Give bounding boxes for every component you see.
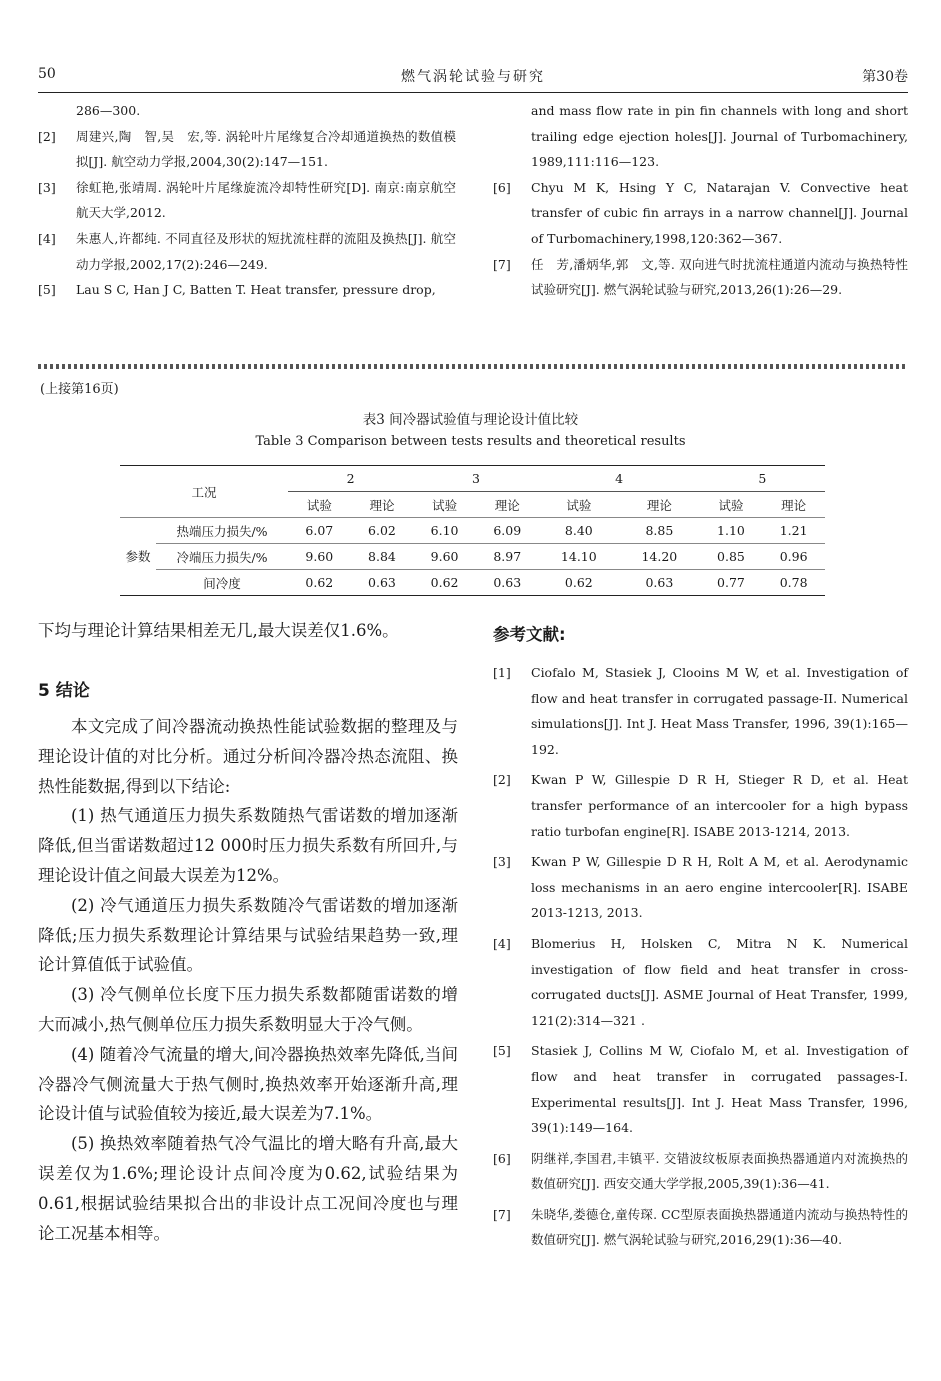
reference-number: [4] <box>38 230 56 246</box>
reference-item <box>38 277 456 303</box>
table-row <box>120 570 825 596</box>
body-paragraph: (3) 冷气侧单位长度下压力损失系数都随雷诺数的增大而减小,热气侧单位压力损失系数明显大于冷气侧。 <box>38 985 458 1034</box>
row-label: 间冷度 <box>156 570 288 596</box>
reference-text: Chyu M K, Hsing Y C, Natarajan V. Convective heat transfer of cubic fin arrays in a narrow channel[J]. Journal of Turbomachinery,1998,120:362—367. <box>531 179 908 246</box>
reference-number: [2] <box>493 772 511 788</box>
reference-text: Kwan P W, Gillespie D R H, Rolt A M, et al. Aerodynamic loss mechanisms in an aero engine intercooler[R]. ISABE 2013-1213, 2013. <box>531 854 908 921</box>
table-cell: 0.62 <box>413 570 476 596</box>
group-header: 2 <box>288 466 413 492</box>
condition-header: 工况 <box>120 466 288 518</box>
reference-item <box>493 1202 908 1253</box>
table-cell: 6.10 <box>413 518 476 544</box>
table-caption-en: Table 3 Comparison between tests results and theoretical results <box>255 434 686 449</box>
table-cell: 0.78 <box>762 570 825 596</box>
reference-text: 徐虹艳,张靖周. 涡轮叶片尾缘旋流冷却特性研究[D]. 南京:南京航空航天大学,2012. <box>76 179 456 221</box>
running-header <box>38 66 908 88</box>
references-list <box>493 660 908 1253</box>
reference-number: [7] <box>493 1206 511 1222</box>
top-references-left <box>38 98 456 303</box>
references-heading: 参考文献: <box>493 625 566 644</box>
reference-item <box>38 98 456 124</box>
body-paragraph: 下均与理论计算结果相差无几,最大误差仅1.6%。 <box>38 621 399 640</box>
table-caption-cn: 表3 间冷器试验值与理论设计值比较 <box>362 412 579 428</box>
body-paragraph: (5) 换热效率随着热气冷气温比的增大略有升高,最大误差仅为1.6%;理论设计点间冷度为0.62,试验结果为0.61,根据试验结果拟合出的非设计点工况间冷度也与理论工况基本相等。 <box>38 1134 458 1243</box>
reference-number: [5] <box>493 1043 511 1059</box>
table-cell: 9.60 <box>288 544 351 570</box>
reference-number: [3] <box>493 854 511 870</box>
reference-item <box>493 1146 908 1197</box>
reference-number: [1] <box>493 665 511 680</box>
subheader-theory: 理论 <box>619 492 700 518</box>
reference-item <box>493 175 908 252</box>
reference-text: Blomerius H, Holsken C, Mitra N K. Numerical investigation of flow field and heat transfer in cross-corrugated ducts[J]. ASME Journal of Heat Transfer, 1999, 121(2):314—321 . <box>531 935 908 1028</box>
table-cell: 0.63 <box>476 570 539 596</box>
body-paragraph: (2) 冷气通道压力损失系数随冷气雷诺数的增加逐渐降低;压力损失系数理论计算结果与试验结果趋势一致,理论计算值低于试验值。 <box>38 895 458 975</box>
reference-number: [3] <box>38 179 56 195</box>
param-side-label: 参数 <box>120 518 156 596</box>
reference-number: [6] <box>493 179 511 195</box>
table-cell: 8.40 <box>539 518 620 544</box>
table-header-row <box>120 466 825 492</box>
table-cell: 8.84 <box>351 544 414 570</box>
conclusion-body <box>38 712 458 1248</box>
volume-label: 第30卷 <box>862 69 908 85</box>
reference-item <box>38 175 456 226</box>
reference-number: [6] <box>493 1150 511 1166</box>
reference-text: 朱晓华,娄德仓,童传琛. CC型原表面换热器通道内流动与换热特性的数值研究[J]. 燃气涡轮试验与研究,2016,29(1):36—40. <box>531 1206 908 1248</box>
subheader-theory: 理论 <box>476 492 539 518</box>
journal-name: 燃气涡轮试验与研究 <box>401 69 545 85</box>
left-column-continuation <box>38 616 458 645</box>
section-divider <box>38 364 908 369</box>
reference-item <box>493 767 908 844</box>
table-cell: 0.85 <box>700 544 763 570</box>
group-header: 5 <box>700 466 825 492</box>
reference-text: 周建兴,陶 智,吴 宏,等. 涡轮叶片尾缘复合冷却通道换热的数值模拟[J]. 航空动力学报,2004,30(2):147—151. <box>76 128 456 170</box>
reference-item <box>38 124 456 175</box>
subheader-test: 试验 <box>700 492 763 518</box>
reference-item <box>38 226 456 277</box>
header-rule <box>38 92 908 93</box>
table-cell: 0.77 <box>700 570 763 596</box>
row-label: 冷端压力损失/% <box>156 544 288 570</box>
reference-text: Kwan P W, Gillespie D R H, Stieger R D, et al. Heat transfer performance of an intercooler for a high bypass ratio turbofan engine[R]. ISABE 2013-1214, 2013. <box>531 772 908 839</box>
table-cell: 1.21 <box>762 518 825 544</box>
table-cell: 8.97 <box>476 544 539 570</box>
reference-text: Stasiek J, Collins M W, Ciofalo M, et al. Investigation of flow and heat transfer in corrugated passages-I. Experimental results[J]. Int J. Heat Mass Transfer, 1996, 39(1):149—164. <box>531 1043 908 1136</box>
reference-item <box>493 252 908 303</box>
table-cell: 0.63 <box>619 570 700 596</box>
reference-text: Lau S C, Han J C, Batten T. Heat transfer, pressure drop, <box>76 282 436 298</box>
reference-number: [2] <box>38 128 56 144</box>
table-cell: 14.20 <box>619 544 700 570</box>
reference-text: 朱惠人,许都纯. 不同直径及形状的短扰流柱群的流阻及换热[J]. 航空动力学报,2002,17(2):246—249. <box>76 230 456 272</box>
table-cell: 0.62 <box>288 570 351 596</box>
reference-item <box>493 931 908 1033</box>
group-header: 4 <box>539 466 700 492</box>
section-heading: 5 结论 <box>38 681 90 701</box>
row-label: 热端压力损失/% <box>156 518 288 544</box>
table-cell: 9.60 <box>413 544 476 570</box>
comparison-table <box>120 465 825 596</box>
reference-text: 阴继祥,李国君,丰镇平. 交错波纹板原表面换热器通道内对流换热的数值研究[J]. 西安交通大学学报,2005,39(1):36—41. <box>531 1150 908 1192</box>
table-cell: 6.07 <box>288 518 351 544</box>
table-cell: 6.02 <box>351 518 414 544</box>
table-row <box>120 544 825 570</box>
subheader-test: 试验 <box>539 492 620 518</box>
body-paragraph: 本文完成了间冷器流动换热性能试验数据的整理及与理论设计值的对比分析。通过分析间冷器冷热态流阻、换热性能数据,得到以下结论: <box>38 717 458 796</box>
reference-item <box>493 660 908 762</box>
reference-text: and mass flow rate in pin fin channels with long and short trailing edge ejection holes[J]. Journal of Turbomachinery, 1989,111:116—123. <box>531 103 908 170</box>
reference-item <box>493 849 908 926</box>
body-paragraph: (4) 随着冷气流量的增大,间冷器换热效率先降低,当间冷器冷气侧流量大于热气侧时,换热效率开始逐渐升高,理论设计值与试验值较为接近,最大误差为7.1%。 <box>38 1044 458 1124</box>
subheader-theory: 理论 <box>351 492 414 518</box>
table-cell: 6.09 <box>476 518 539 544</box>
body-paragraph: (1) 热气通道压力损失系数随热气雷诺数的增加逐渐降低,但当雷诺数超过12 000时压力损失系数有所回升,与理论设计值之间最大误差为12%。 <box>38 806 458 885</box>
continued-note: (上接第16页) <box>40 382 119 397</box>
table-cell: 8.85 <box>619 518 700 544</box>
reference-item <box>493 1038 908 1140</box>
reference-text: 286—300. <box>76 103 141 118</box>
table-cell: 0.96 <box>762 544 825 570</box>
page-number: 50 <box>38 66 56 82</box>
table-cell: 1.10 <box>700 518 763 544</box>
group-header: 3 <box>413 466 538 492</box>
table-cell: 14.10 <box>539 544 620 570</box>
reference-item <box>493 98 908 175</box>
table-row <box>120 518 825 544</box>
table-cell: 0.62 <box>539 570 620 596</box>
reference-number: [4] <box>493 935 511 951</box>
table-cell: 0.63 <box>351 570 414 596</box>
subheader-test: 试验 <box>288 492 351 518</box>
reference-text: Ciofalo M, Stasiek J, Clooins M W, et al. Investigation of flow and heat transfer in corrugated passage-II. Numerical simulations[J]. Int J. Heat Mass Transfer, 1996, 39(1):165—192. <box>531 665 908 757</box>
subheader-test: 试验 <box>413 492 476 518</box>
reference-text: 任 芳,潘炳华,郭 文,等. 双向进气时扰流柱通道内流动与换热特性试验研究[J]. 燃气涡轮试验与研究,2013,26(1):26—29. <box>531 256 908 298</box>
subheader-theory: 理论 <box>762 492 825 518</box>
reference-number: [7] <box>493 256 511 272</box>
top-references-right <box>493 98 908 303</box>
reference-number: [5] <box>38 282 56 298</box>
